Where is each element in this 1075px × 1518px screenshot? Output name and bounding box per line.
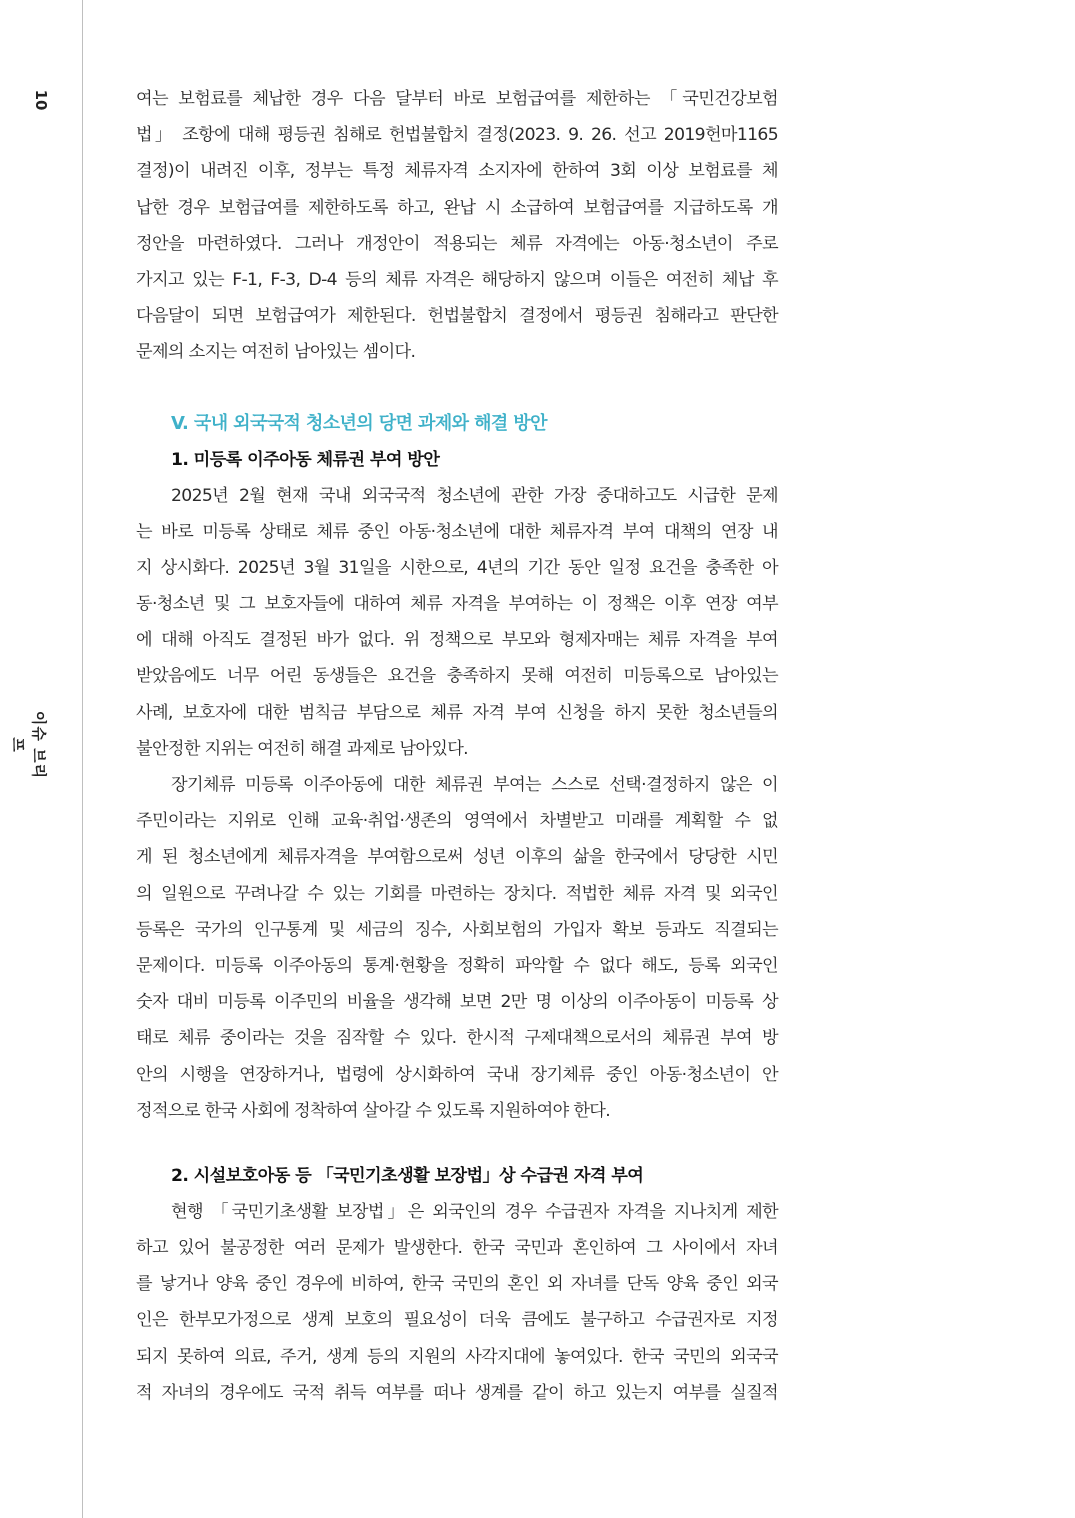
text-line: 법」 조항에 대해 평등권 침해로 헌법불합치 결정(2023. 9. 26. 선고 2019헌마1165 <box>136 125 778 146</box>
text-line: 에 대해 아직도 결정된 바가 없다. 위 정책으로 부모와 형제자매는 체류 자격을 부여 <box>136 630 778 651</box>
subsection-heading-1: 1. 미등록 이주아동 체류권 부여 방안 <box>171 449 440 470</box>
text-line: 게 된 청소년에게 체류자격을 부여함으로써 성년 이후의 삶을 한국에서 당당한 시민 <box>136 847 778 868</box>
spacer <box>136 1132 778 1161</box>
text-line: 적 자녀의 경우에도 국적 취득 여부를 떠나 생계를 같이 하고 있는지 여부를 실질적 <box>136 1382 778 1403</box>
text-line: 인은 한부모가정으로 생계 보호의 필요성이 더욱 큼에도 불구하고 수급권자로 지정 <box>136 1310 778 1331</box>
text-line: 불안정한 지위는 여전히 해결 과제로 남아있다. <box>136 738 468 759</box>
margin-divider-line <box>82 0 83 1518</box>
text-line: 납한 경우 보험급여를 제한하도록 하고, 완납 시 소급하여 보험급여를 지급하도록 개 <box>136 197 778 218</box>
page-number: 10 <box>32 89 50 111</box>
text-line: 등록은 국가의 인구통계 및 세금의 징수, 사회보험의 가입자 확보 등과도 직결되는 <box>136 919 778 940</box>
text-line: 받았음에도 너무 어린 동생들은 요건을 충족하지 못해 여전히 미등록으로 남아있는 <box>136 666 778 687</box>
subsection-heading-2: 2. 시설보호아동 등 「국민기초생활 보장법」상 수급권 자격 부여 <box>171 1165 644 1186</box>
text-line: 되지 못하여 의료, 주거, 생계 등의 지원의 사각지대에 놓여있다. 한국 국민의 외국국 <box>136 1346 778 1367</box>
text-line: 를 낳거나 양육 중인 경우에 비하여, 한국 국민의 혼인 외 자녀를 단독 양육 중인 외국 <box>136 1274 778 1295</box>
document-body <box>136 84 778 1414</box>
paragraph-1 <box>136 481 778 771</box>
text-line: 장기체류 미등록 이주아동에 대한 체류권 부여는 스스로 선택·결정하지 않은 이 <box>171 775 778 795</box>
paragraph-3 <box>136 1197 778 1414</box>
paragraph-2 <box>136 770 778 1132</box>
text-line: 가지고 있는 F-1, F-3, D-4 등의 체류 자격은 해당하지 않으며 이들은 여전히 체납 후 <box>136 269 778 290</box>
text-line: 태로 체류 중이라는 것을 짐작할 수 있다. 한시적 구제대책으로서의 체류권 부여 방 <box>136 1028 778 1049</box>
spacer <box>136 374 778 409</box>
text-line: 숫자 대비 미등록 이주민의 비율을 생각해 보면 2만 명 이상의 이주아동이 미등록 상 <box>136 992 778 1013</box>
text-line: 다음달이 되면 보험급여가 제한된다. 헌법불합치 결정에서 평등권 침해라고 판단한 <box>136 306 778 327</box>
text-line: 사례, 보호자에 대한 범칙금 부담으로 체류 자격 부여 신청을 하지 못한 청소년들의 <box>136 702 778 723</box>
running-title: 이슈 브리프 <box>9 710 48 780</box>
text-line: 현행 「국민기초생활 보장법」은 외국인의 경우 수급권자 자격을 지나치게 제한 <box>171 1201 778 1222</box>
text-line: 여는 보험료를 체납한 경우 다음 달부터 바로 보험급여를 제한하는 「국민건강보험 <box>136 89 778 109</box>
text-line: 의 일원으로 꾸려나갈 수 있는 기회를 마련하는 장치다. 적법한 체류 자격 및 외국인 <box>136 883 778 904</box>
text-line: 결정)이 내려진 이후, 정부는 특정 체류자격 소지자에 한하여 3회 이상 보험료를 체 <box>136 161 778 182</box>
text-line: 는 바로 미등록 상태로 체류 중인 아동·청소년에 대한 체류자격 부여 대책의 연장 내 <box>136 521 778 542</box>
text-line: 지 상시화다. 2025년 3월 31일을 시한으로, 4년의 기간 동안 일정 요건을 충족한 아 <box>136 557 778 578</box>
text-line: 동·청소년 및 그 보호자들에 대하여 체류 자격을 부여하는 이 정책은 이후 연장 여부 <box>136 594 778 615</box>
text-line: 2025년 2월 현재 국내 외국국적 청소년에 관한 가장 중대하고도 시급한 문제 <box>171 485 778 506</box>
text-line: 주민이라는 지위로 인해 교육·취업·생존의 영역에서 차별받고 미래를 계획할 수 없 <box>136 811 778 832</box>
text-line: 하고 있어 불공정한 여러 문제가 발생한다. 한국 국민과 혼인하여 그 사이에서 자녀 <box>136 1238 778 1259</box>
text-line: 안의 시행을 연장하거나, 법령에 상시화하여 국내 장기체류 중인 아동·청소년이 안 <box>136 1064 778 1085</box>
text-line: 문제의 소지는 여전히 남아있는 셈이다. <box>136 342 416 363</box>
section-heading: V. 국내 외국국적 청소년의 당면 과제와 해결 방안 <box>171 412 547 434</box>
paragraph-continued <box>136 84 778 374</box>
text-line: 정안을 마련하였다. 그러나 개정안이 적용되는 체류 자격에는 아동·청소년이 주로 <box>136 233 778 254</box>
text-line: 문제이다. 미등록 이주아동의 통계·현황을 정확히 파악할 수 없다 해도, 등록 외국인 <box>136 955 778 976</box>
text-line: 정적으로 한국 사회에 정착하여 살아갈 수 있도록 지원하여야 한다. <box>136 1100 611 1121</box>
